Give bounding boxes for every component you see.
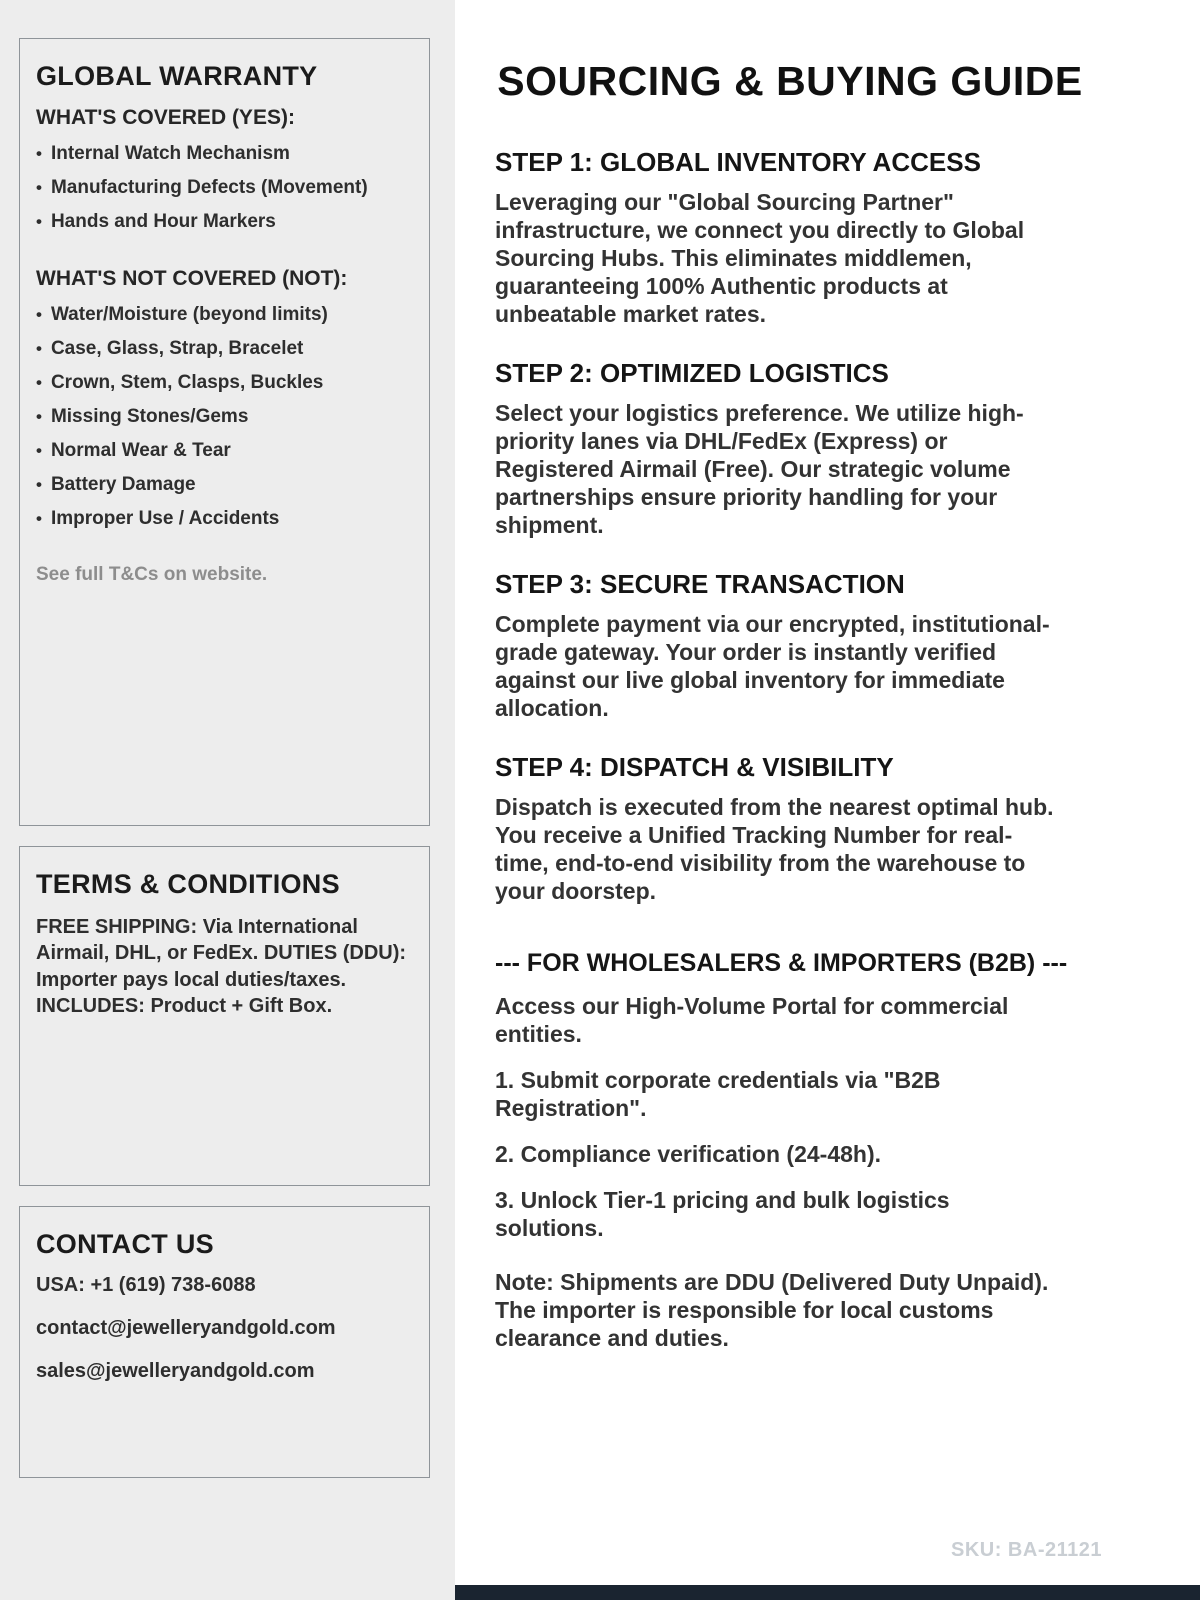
step-1-section [495, 147, 1105, 328]
contact-email-primary: contact@jewelleryandgold.com [36, 1317, 336, 1339]
b2b-note: Note: Shipments are DDU (Delivered Duty Unpaid). The importer is responsible for local customs clearance and duties. [495, 1269, 1049, 1351]
b2b-item-2: 2. Compliance verification (24-48h). [495, 1141, 882, 1167]
terms-title: TERMS & CONDITIONS [36, 869, 340, 899]
list-item: • Improper Use / Accidents [36, 509, 409, 528]
contact-email-sales: sales@jewelleryandgold.com [36, 1360, 315, 1382]
b2b-item-1: 1. Submit corporate credentials via "B2B Registration". [495, 1067, 941, 1121]
not-covered-heading: WHAT'S NOT COVERED (NOT): [36, 267, 348, 290]
b2b-section [495, 949, 1105, 1352]
step-4-heading: STEP 4: DISPATCH & VISIBILITY [495, 752, 894, 782]
list-item: • Normal Wear & Tear [36, 441, 409, 460]
terms-conditions-panel [19, 846, 430, 1186]
covered-heading: WHAT'S COVERED (YES): [36, 106, 295, 129]
step-3-body: Complete payment via our encrypted, institutional-grade gateway. Your order is instantly verified against our live global inventory for immediate allocation. [495, 611, 1050, 721]
warranty-footnote: See full T&Cs on website. [36, 564, 268, 585]
sku-label: SKU: BA-21121 [950, 1539, 1102, 1561]
footer-bar [455, 1585, 1200, 1600]
contact-phone: USA: +1 (619) 738-6088 [36, 1274, 256, 1296]
page-title: SOURCING & BUYING GUIDE [497, 58, 1083, 104]
terms-body: FREE SHIPPING: Via International Airmail, DHL, or FedEx. DUTIES (DDU): Importer pays local duties/taxes. INCLUDES: Product + Gift Box. [36, 916, 407, 1018]
global-warranty-panel [19, 38, 430, 826]
step-2-section [495, 358, 1105, 539]
step-3-section [495, 569, 1105, 722]
list-item: • Missing Stones/Gems [36, 407, 409, 426]
list-item: • Internal Watch Mechanism [36, 144, 409, 163]
b2b-intro: Access our High-Volume Portal for commercial entities. [495, 993, 1009, 1047]
step-1-heading: STEP 1: GLOBAL INVENTORY ACCESS [495, 147, 981, 177]
list-item: • Crown, Stem, Clasps, Buckles [36, 373, 409, 392]
list-item: • Case, Glass, Strap, Bracelet [36, 339, 409, 358]
list-item: • Battery Damage [36, 475, 409, 494]
not-covered-list [36, 305, 409, 528]
list-item: • Manufacturing Defects (Movement) [36, 178, 409, 197]
step-2-body: Select your logistics preference. We utilize high-priority lanes via DHL/FedEx (Express) or Registered Airmail (Free). Our strategic volume partnerships ensure priority handling for your shipment. [495, 400, 1024, 538]
contact-title: CONTACT US [36, 1229, 214, 1259]
step-1-body: Leveraging our "Global Sourcing Partner" infrastructure, we connect you directly to Global Sourcing Hubs. This eliminates middlemen, guaranteeing 100% Authentic products at unbeatable market rates. [495, 189, 1025, 327]
contact-us-panel [19, 1206, 430, 1478]
step-2-heading: STEP 2: OPTIMIZED LOGISTICS [495, 358, 889, 388]
list-item: • Water/Moisture (beyond limits) [36, 305, 409, 324]
covered-list [36, 144, 409, 231]
b2b-item-3: 3. Unlock Tier-1 pricing and bulk logistics solutions. [495, 1187, 950, 1241]
list-item: • Hands and Hour Markers [36, 212, 409, 231]
b2b-heading: --- FOR WHOLESALERS & IMPORTERS (B2B) --- [495, 949, 1068, 977]
step-3-heading: STEP 3: SECURE TRANSACTION [495, 569, 905, 599]
sidebar [0, 0, 455, 1600]
step-4-section [495, 752, 1105, 905]
main-content [455, 0, 1200, 1600]
step-4-body: Dispatch is executed from the nearest optimal hub. You receive a Unified Tracking Number for real-time, end-to-end visibility from the warehouse to your doorstep. [495, 794, 1054, 904]
warranty-title: GLOBAL WARRANTY [36, 61, 318, 91]
